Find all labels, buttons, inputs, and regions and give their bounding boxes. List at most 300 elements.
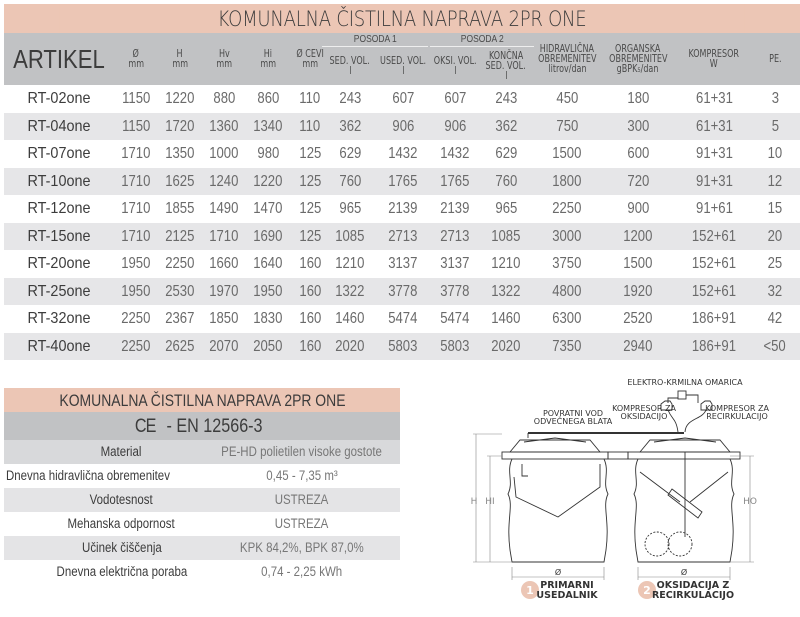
cell-value: 2625	[165, 337, 195, 355]
spec-value	[204, 536, 400, 560]
cell-value: 1150	[121, 90, 151, 107]
cell-value: 1765	[440, 172, 470, 190]
header-unit: l	[504, 70, 508, 82]
table-cell	[374, 333, 432, 361]
cell-value: 91+31	[695, 172, 733, 190]
cell-value: RT-02one	[27, 90, 91, 107]
table-cell	[114, 333, 158, 361]
cell-value: 1220	[253, 172, 283, 190]
table-cell	[754, 305, 796, 333]
cell-value: 1150	[121, 117, 151, 135]
cell-value: 3137	[440, 255, 470, 272]
cell-value: <50	[763, 337, 787, 355]
table-cell	[158, 333, 202, 361]
spec-value-text: 0,45 - 7,35 m³	[266, 468, 338, 483]
cell-value: 1690	[253, 227, 283, 245]
cell-value: RT-12one	[27, 200, 91, 217]
cell-value: 160	[299, 310, 321, 327]
cell-value: RT-25one	[27, 282, 91, 300]
header-oksi-vol	[428, 47, 482, 85]
cell-value: 7350	[552, 337, 582, 355]
header-label: Hi	[263, 48, 273, 60]
table-cell	[246, 140, 290, 168]
cell-value: 1220	[165, 90, 195, 107]
header-label: KONČNA	[488, 50, 524, 62]
spec-value-text: PE-HD polietilen visoke gostote	[221, 444, 383, 459]
cell-value: 91+31	[695, 145, 733, 162]
cell-value: 2250	[165, 255, 195, 272]
table-cell	[114, 85, 158, 113]
cell-value: 1210	[335, 255, 365, 272]
table-cell	[246, 113, 290, 141]
spec-value	[204, 560, 400, 584]
cell-value: 1460	[335, 310, 365, 327]
cell-value: RT-15one	[27, 227, 91, 245]
cell-value: 965	[495, 200, 517, 217]
header-unit: mm	[128, 58, 144, 70]
table-cell	[246, 278, 290, 306]
table-cell	[674, 140, 754, 168]
table-cell	[674, 113, 754, 141]
table-cell	[374, 223, 432, 251]
cell-value: 1240	[209, 172, 239, 190]
cell-value: 61+31	[695, 117, 733, 135]
control-box-label: ELEKTRO-KRMILNA OMARICA	[627, 378, 743, 387]
table-cell	[202, 85, 246, 113]
cell-value: 1500	[623, 255, 653, 272]
spec-label-text: Dnevna električna poraba	[56, 564, 187, 579]
header-label: KOMPRESOR	[688, 48, 740, 60]
table-cell	[602, 305, 674, 333]
cell-value: 2020	[335, 337, 365, 355]
table-cell	[158, 305, 202, 333]
table-cell	[322, 333, 378, 361]
table-cell	[674, 223, 754, 251]
table-cell	[532, 305, 602, 333]
table-cell	[158, 113, 202, 141]
header-unit: litrov/dan	[547, 63, 587, 75]
cell-value: 243	[339, 90, 361, 107]
tank2-body	[634, 459, 734, 562]
cell-value: 629	[495, 145, 517, 162]
cell-value: 2520	[623, 310, 653, 327]
dim-hi-label: HI	[485, 497, 495, 507]
cell-value: 1950	[253, 282, 283, 300]
table-row	[4, 333, 800, 361]
dim-h-label: H	[470, 497, 478, 507]
spec-value	[204, 440, 400, 464]
header-label: USED. VOL.	[379, 55, 427, 67]
cell-value: 2139	[388, 200, 418, 217]
cell-value: 32	[767, 282, 783, 300]
table-cell	[246, 168, 290, 196]
article-name	[4, 278, 114, 306]
cell-value: 860	[257, 90, 279, 107]
spec-label-text: Učinek čiščenja	[81, 540, 162, 555]
cell-value: 2367	[165, 310, 195, 327]
cell-value: 4800	[552, 282, 582, 300]
header-label: Hv	[218, 48, 230, 60]
table-cell	[158, 140, 202, 168]
table-cell	[602, 168, 674, 196]
cell-value: RT-40one	[27, 337, 91, 355]
header-group-posoda2	[430, 34, 534, 47]
return-line-label: POVRATNI VOD	[542, 409, 604, 418]
table-cell	[532, 113, 602, 141]
table-cell	[754, 113, 796, 141]
cell-value: 1710	[121, 172, 151, 190]
cell-value: 20	[767, 227, 783, 245]
article-name	[4, 250, 114, 278]
header-hidravlicna	[532, 33, 602, 85]
header-unit: W	[710, 58, 718, 70]
cell-value: 900	[627, 200, 649, 217]
ce-mark-icon: CE	[135, 416, 156, 437]
article-name	[4, 223, 114, 251]
cell-value: 152+61	[691, 227, 737, 245]
table-cell	[202, 305, 246, 333]
cell-value: 180	[627, 90, 649, 107]
cell-value: 160	[299, 282, 321, 300]
table-cell	[158, 168, 202, 196]
cell-value: 1625	[165, 172, 195, 190]
article-name	[4, 305, 114, 333]
table-row	[4, 250, 800, 278]
table-cell	[480, 195, 532, 223]
article-name	[4, 333, 114, 361]
cell-value: 1360	[209, 117, 239, 135]
table-cell	[322, 278, 378, 306]
table-cell	[114, 223, 158, 251]
tank2-label: OKSIDACIJA Z	[656, 580, 730, 591]
header-unit: l	[453, 65, 457, 77]
spec-table-body	[4, 440, 400, 584]
table-cell	[202, 333, 246, 361]
cell-value: 1085	[491, 227, 521, 245]
table-cell	[114, 305, 158, 333]
diagram-svg	[440, 372, 800, 612]
cell-value: 186+91	[691, 310, 737, 327]
header-sed-vol	[322, 47, 378, 85]
cell-value: 15	[767, 200, 783, 217]
header-label: SED. VOL.	[329, 55, 371, 67]
cell-value: 1710	[209, 227, 239, 245]
header-unit: l	[401, 65, 405, 77]
cell-value: 1460	[491, 310, 521, 327]
tank2-lid	[640, 440, 730, 452]
header-unit: mm	[260, 58, 276, 70]
cell-value: 42	[767, 310, 783, 327]
table-cell	[602, 278, 674, 306]
header-unit: l	[348, 65, 352, 77]
compressor-rec-label-2: RECIRKULACIJO	[706, 412, 768, 421]
cell-value: 3750	[552, 255, 582, 272]
table-row	[4, 223, 800, 251]
header-organska	[602, 33, 674, 85]
cell-value: 6300	[552, 310, 582, 327]
header-group-label: POSODA 2	[460, 34, 504, 45]
table-cell	[114, 278, 158, 306]
cell-value: 1470	[253, 200, 283, 217]
table-cell	[428, 195, 482, 223]
table-cell	[480, 278, 532, 306]
cell-value: 243	[495, 90, 517, 107]
cell-value: 1000	[209, 145, 239, 162]
table-row	[4, 278, 800, 306]
cell-value: 125	[299, 200, 321, 217]
cell-value: 2713	[388, 227, 418, 245]
table-row	[4, 168, 800, 196]
article-name	[4, 85, 114, 113]
cell-value: 2250	[121, 337, 151, 355]
cell-value: 1920	[623, 282, 653, 300]
spec-value	[204, 464, 400, 488]
tank2-number: 2	[643, 584, 651, 597]
cell-value: 760	[495, 172, 517, 190]
table-cell	[532, 168, 602, 196]
table-row	[4, 305, 800, 333]
table-cell	[158, 250, 202, 278]
header-hi	[246, 33, 290, 85]
tank1-label: PRIMARNI	[540, 580, 594, 591]
cell-value: 750	[556, 117, 578, 135]
cell-value: 1950	[121, 282, 151, 300]
table-cell	[246, 85, 290, 113]
table-cell	[428, 223, 482, 251]
cell-value: 125	[299, 227, 321, 245]
table-cell	[428, 168, 482, 196]
table-cell	[428, 113, 482, 141]
header-h	[158, 33, 202, 85]
table-cell	[246, 333, 290, 361]
cell-value: RT-07one	[27, 145, 91, 162]
table-cell	[322, 195, 378, 223]
spec-label-text: Mehanska odpornost	[67, 516, 176, 531]
cell-value: 152+61	[691, 255, 737, 272]
cell-value: 1322	[335, 282, 365, 300]
cell-value: 12	[767, 172, 783, 190]
table-cell	[602, 223, 674, 251]
spec-value-text: USTREZA	[275, 516, 329, 531]
table-cell	[158, 195, 202, 223]
table-cell	[480, 223, 532, 251]
header-label: Ø	[132, 48, 140, 60]
table-cell	[322, 85, 378, 113]
cell-value: RT-10one	[27, 172, 91, 190]
table-cell	[532, 333, 602, 361]
cell-value: 152+61	[691, 282, 737, 300]
cell-value: 1500	[552, 145, 582, 162]
table-cell	[674, 195, 754, 223]
cell-value: 720	[627, 172, 649, 190]
cell-value: 3778	[440, 282, 470, 300]
spec-label-text: Vodotesnost	[89, 492, 154, 507]
table-cell	[158, 278, 202, 306]
table-cell	[246, 195, 290, 223]
cell-value: RT-20one	[27, 255, 91, 272]
product-table-title-band	[4, 4, 800, 33]
tank1-lid	[510, 440, 600, 452]
header-artikel-label: ARTIKEL	[13, 44, 105, 74]
spec-table	[4, 388, 400, 584]
table-cell	[602, 333, 674, 361]
tank1-label-2: USEDALNIK	[536, 590, 598, 601]
header-pe	[754, 33, 796, 85]
spec-value	[204, 512, 400, 536]
article-name	[4, 195, 114, 223]
table-cell	[754, 140, 796, 168]
cell-value: 607	[444, 90, 466, 107]
control-box-icon	[678, 391, 686, 399]
table-cell	[754, 195, 796, 223]
table-cell	[322, 305, 378, 333]
header-group-posoda1	[322, 34, 428, 47]
header-kompresor	[674, 33, 754, 85]
product-table-body	[4, 85, 800, 360]
cell-value: 3000	[552, 227, 582, 245]
cell-value: 965	[339, 200, 361, 217]
cell-value: 607	[392, 90, 414, 107]
header-unit: mm	[172, 58, 188, 70]
dim-diameter-2: Ø	[680, 568, 688, 577]
header-artikel	[4, 33, 114, 85]
table-cell	[322, 113, 378, 141]
cell-value: 1660	[209, 255, 239, 272]
spec-standard-row	[4, 412, 400, 440]
cell-value: 1800	[552, 172, 582, 190]
table-cell	[428, 140, 482, 168]
tank2-label-2: RECIRKULACIJO	[651, 590, 735, 601]
table-cell	[114, 250, 158, 278]
table-cell	[202, 250, 246, 278]
cell-value: 629	[339, 145, 361, 162]
article-name	[4, 168, 114, 196]
diffuser-icon	[645, 532, 669, 556]
table-cell	[374, 140, 432, 168]
header-diameter	[114, 33, 158, 85]
cell-value: 1210	[491, 255, 521, 272]
table-cell	[246, 223, 290, 251]
table-cell	[754, 223, 796, 251]
header-label-2: OBREMENITEV	[537, 53, 597, 65]
cell-value: 3778	[388, 282, 418, 300]
cell-value: 362	[339, 117, 361, 135]
cell-value: 5	[771, 117, 779, 135]
spec-value-text: KPK 84,2%, BPK 87,0%	[240, 540, 364, 555]
table-row	[4, 85, 800, 113]
product-table-title: KOMUNALNA ČISTILNA NAPRAVA 2PR ONE	[60, 4, 745, 33]
cell-value: 450	[556, 90, 578, 107]
cell-value: 1970	[209, 282, 239, 300]
table-cell	[114, 140, 158, 168]
cell-value: 2713	[440, 227, 470, 245]
cell-value: 1765	[388, 172, 418, 190]
header-label: ORGANSKA	[615, 43, 661, 55]
cell-value: RT-32one	[27, 310, 91, 327]
table-cell	[754, 85, 796, 113]
spec-value-text: 0,74 - 2,25 kWh	[261, 564, 343, 579]
table-cell	[246, 250, 290, 278]
cell-value: 2139	[440, 200, 470, 217]
compressor-ox-label: KOMPRESOR ZA	[612, 404, 676, 413]
table-cell	[480, 85, 532, 113]
table-cell	[674, 85, 754, 113]
cell-value: RT-04one	[27, 117, 91, 135]
cell-value: 1950	[121, 255, 151, 272]
spec-row	[4, 488, 400, 512]
article-name	[4, 140, 114, 168]
table-cell	[322, 140, 378, 168]
table-cell	[674, 250, 754, 278]
cell-value: 1432	[440, 145, 470, 162]
cell-value: 1340	[253, 117, 283, 135]
spec-table-title	[4, 388, 400, 412]
header-label-2: OBREMENITEV	[608, 53, 668, 65]
table-cell	[754, 250, 796, 278]
cell-value: 2250	[121, 310, 151, 327]
product-table	[4, 4, 800, 360]
return-line-label-2: ODVEČNEGA BLATA	[533, 417, 613, 426]
article-name	[4, 113, 114, 141]
table-cell	[374, 113, 432, 141]
table-row	[4, 113, 800, 141]
spec-title-text: KOMUNALNA ČISTILNA NAPRAVA 2PR ONE	[58, 391, 346, 410]
cell-value: 1322	[491, 282, 521, 300]
cell-value: 2125	[165, 227, 195, 245]
table-cell	[158, 85, 202, 113]
compressor-rec-label: KOMPRESOR ZA	[705, 404, 769, 413]
table-cell	[480, 333, 532, 361]
cell-value: 1850	[209, 310, 239, 327]
table-cell	[246, 305, 290, 333]
cell-value: 2530	[165, 282, 195, 300]
tank1-number: 1	[526, 584, 534, 597]
table-cell	[114, 113, 158, 141]
table-cell	[602, 85, 674, 113]
dim-diameter-1: Ø	[554, 568, 562, 577]
cell-value: 110	[299, 90, 321, 107]
table-cell	[428, 333, 482, 361]
cell-value: 91+61	[695, 200, 733, 217]
cell-value: 5474	[388, 310, 418, 327]
table-cell	[602, 113, 674, 141]
cell-value: 1710	[121, 227, 151, 245]
diffuser-icon	[668, 532, 692, 556]
cell-value: 1720	[165, 117, 195, 135]
table-cell	[202, 168, 246, 196]
table-cell	[202, 278, 246, 306]
compressor-ox-label-2: OKSIDACIJO	[620, 412, 668, 421]
table-cell	[322, 223, 378, 251]
header-hv	[202, 33, 246, 85]
header-used-vol	[374, 47, 432, 85]
table-cell	[374, 278, 432, 306]
table-cell	[480, 113, 532, 141]
cell-value: 1200	[623, 227, 653, 245]
cell-value: 10	[767, 145, 783, 162]
table-cell	[532, 278, 602, 306]
cell-value: 1350	[165, 145, 195, 162]
table-row	[4, 195, 800, 223]
table-cell	[480, 250, 532, 278]
header-label: PE.	[768, 53, 782, 65]
header-label: H	[176, 48, 184, 60]
spec-row	[4, 440, 400, 464]
header-label: HIDRAVLIČNA	[539, 43, 595, 55]
cell-value: 2940	[623, 337, 653, 355]
table-cell	[202, 195, 246, 223]
header-label-2: SED. VOL.	[485, 60, 527, 72]
